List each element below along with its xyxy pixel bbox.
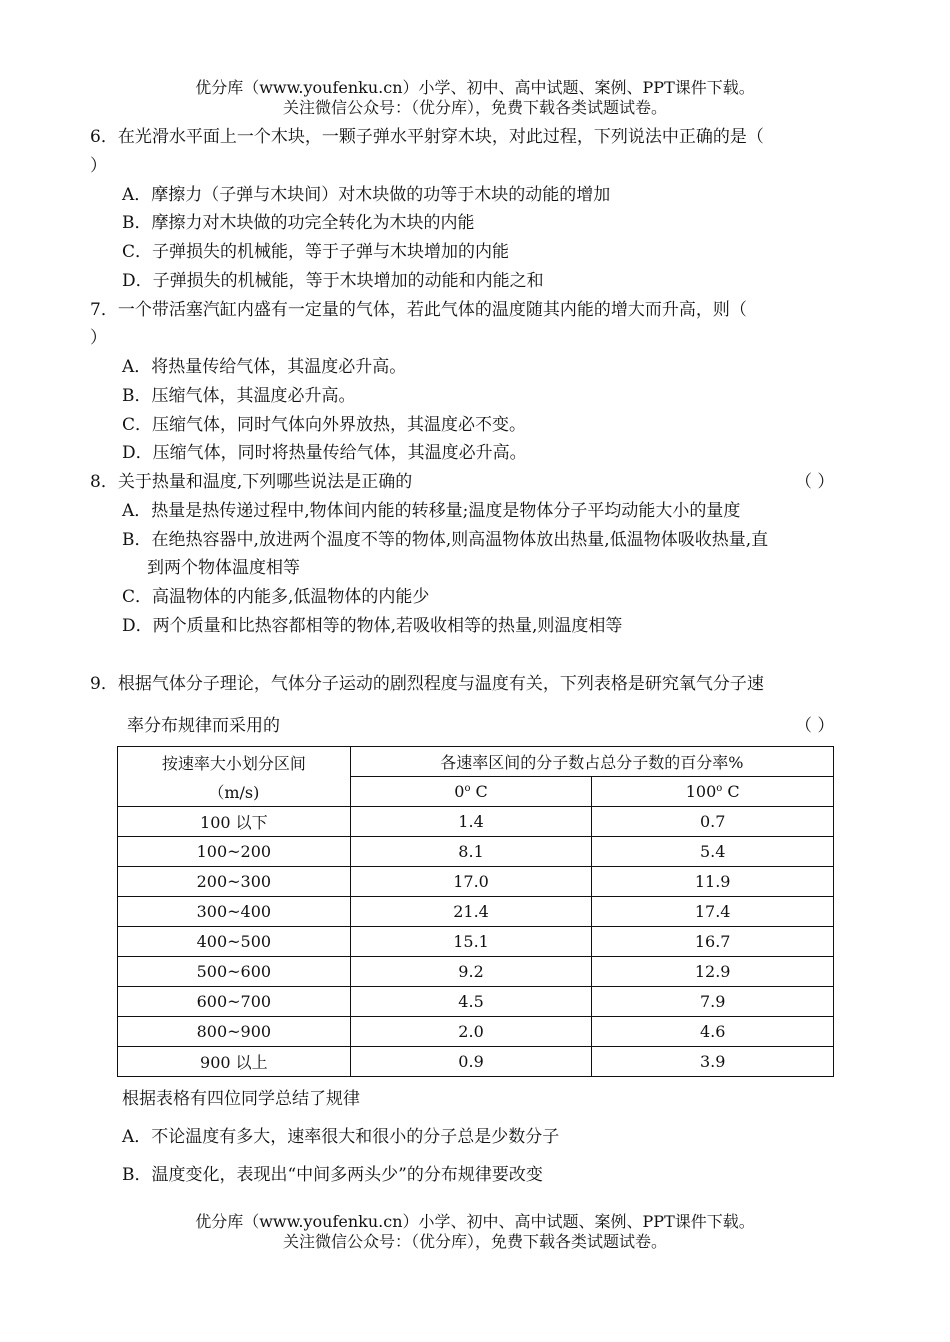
speed-distribution-table (117, 746, 834, 1077)
table-row (118, 1047, 834, 1077)
q7-option-c: C．压缩气体，同时气体向外界放热，其温度必不变。 (122, 415, 527, 435)
q7-option-a: A．将热量传给气体，其温度必升高。 (122, 357, 407, 377)
table-cell: 4.5 (350, 987, 592, 1017)
q7-stem: 7．一个带活塞汽缸内盛有一定量的气体，若此气体的温度随其内能的增大而升高，则（ (90, 300, 747, 320)
q9-stem-line1: 9．根据气体分子理论，气体分子运动的剧烈程度与温度有关，下列表格是研究氧气分子速 (90, 674, 764, 694)
table-cell: 16.7 (592, 927, 834, 957)
table-cell: 3.9 (592, 1047, 834, 1077)
col-header-temp-100 (592, 777, 834, 807)
temp-unit: C (470, 782, 488, 801)
footer-line-2: 关注微信公众号：（优分库），免费下载各类试题试卷。 (282, 1232, 667, 1251)
table-cell: 0.7 (592, 807, 834, 837)
q8-option-b-cont: 到两个物体温度相等 (147, 558, 300, 578)
q9-after-table: 根据表格有四位同学总结了规律 (122, 1089, 360, 1109)
table-cell: 100~200 (118, 837, 351, 867)
table-row (118, 897, 834, 927)
q9-answer-paren: （ ） (795, 716, 835, 736)
q6-stem: 6．在光滑水平面上一个木块，一颗子弹水平射穿木块，对此过程，下列说法中正确的是（ (90, 127, 764, 147)
q8-option-c: C．高温物体的内能多,低温物体的内能少 (122, 587, 430, 607)
q7-option-d: D．压缩气体，同时将热量传给气体，其温度必升高。 (122, 443, 527, 463)
degree-sup: o (716, 783, 723, 794)
table-row (118, 987, 834, 1017)
temp-100-value: 100 (685, 782, 717, 801)
table-row (118, 1017, 834, 1047)
table-cell: 800~900 (118, 1017, 351, 1047)
col-header-percentage: 各速率区间的分子数占总分子数的百分率% (350, 747, 833, 777)
q8-answer-paren: （ ） (795, 472, 835, 492)
table-cell: 21.4 (350, 897, 592, 927)
table-cell: 9.2 (350, 957, 592, 987)
temp-unit: C (722, 782, 740, 801)
table-row (118, 837, 834, 867)
table-cell: 12.9 (592, 957, 834, 987)
temp-0-value: 0 (454, 782, 465, 801)
table-cell: 8.1 (350, 837, 592, 867)
table-cell: 5.4 (592, 837, 834, 867)
table-cell: 0.9 (350, 1047, 592, 1077)
table-row (118, 867, 834, 897)
col-header-speed-range-line1: 按速率大小划分区间 (161, 753, 306, 773)
q8-option-d: D．两个质量和比热容都相等的物体,若吸收相等的热量,则温度相等 (122, 616, 623, 636)
table-cell: 17.4 (592, 897, 834, 927)
table-row (118, 807, 834, 837)
table-cell: 100 以下 (118, 807, 351, 837)
q8-stem: 8．关于热量和温度,下列哪些说法是正确的 (90, 472, 413, 492)
header-line-2: 关注微信公众号：（优分库），免费下载各类试题试卷。 (282, 98, 667, 117)
q9-option-a: A．不论温度有多大，速率很大和很小的分子总是少数分子 (122, 1127, 560, 1147)
header-line-1: 优分库（www.youfenku.cn）小学、初中、高中试题、案例、PPT课件下载。 (195, 78, 755, 97)
col-header-temp-0 (350, 777, 592, 807)
table-cell: 17.0 (350, 867, 592, 897)
q6-close-paren: ） (90, 156, 107, 176)
table-cell: 2.0 (350, 1017, 592, 1047)
table-cell: 500~600 (118, 957, 351, 987)
col-header-speed-range-unit: （m/s) (208, 782, 260, 802)
degree-sup: o (464, 783, 471, 794)
q8-option-b: B．在绝热容器中,放进两个温度不等的物体,则高温物体放出热量,低温物体吸收热量,直 (122, 530, 769, 550)
table-cell: 1.4 (350, 807, 592, 837)
table-cell: 400~500 (118, 927, 351, 957)
q9-stem-line2: 率分布规律而采用的 (127, 716, 280, 736)
q6-option-a: A．摩擦力（子弹与木块间）对木块做的功等于木块的动能的增加 (122, 185, 611, 205)
table-cell: 7.9 (592, 987, 834, 1017)
q8-option-a: A．热量是热传递过程中,物体间内能的转移量;温度是物体分子平均动能大小的量度 (122, 501, 741, 521)
table-cell: 600~700 (118, 987, 351, 1017)
table-row (118, 957, 834, 987)
q6-option-d: D．子弹损失的机械能，等于木块增加的动能和内能之和 (122, 271, 544, 291)
table-row (118, 927, 834, 957)
q6-option-b: B．摩擦力对木块做的功完全转化为木块的内能 (122, 213, 475, 233)
footer-line-1: 优分库（www.youfenku.cn）小学、初中、高中试题、案例、PPT课件下载。 (195, 1212, 755, 1231)
q7-option-b: B．压缩气体，其温度必升高。 (122, 386, 356, 406)
table-cell: 300~400 (118, 897, 351, 927)
table-cell: 15.1 (350, 927, 592, 957)
q7-close-paren: ） (90, 328, 107, 348)
table-cell: 900 以上 (118, 1047, 351, 1077)
col-header-speed-range (118, 747, 351, 807)
q9-option-b: B．温度变化，表现出“中间多两头少”的分布规律要改变 (122, 1165, 543, 1185)
table-cell: 11.9 (592, 867, 834, 897)
q6-option-c: C．子弹损失的机械能，等于子弹与木块增加的内能 (122, 242, 510, 262)
table-cell: 200~300 (118, 867, 351, 897)
table-cell: 4.6 (592, 1017, 834, 1047)
